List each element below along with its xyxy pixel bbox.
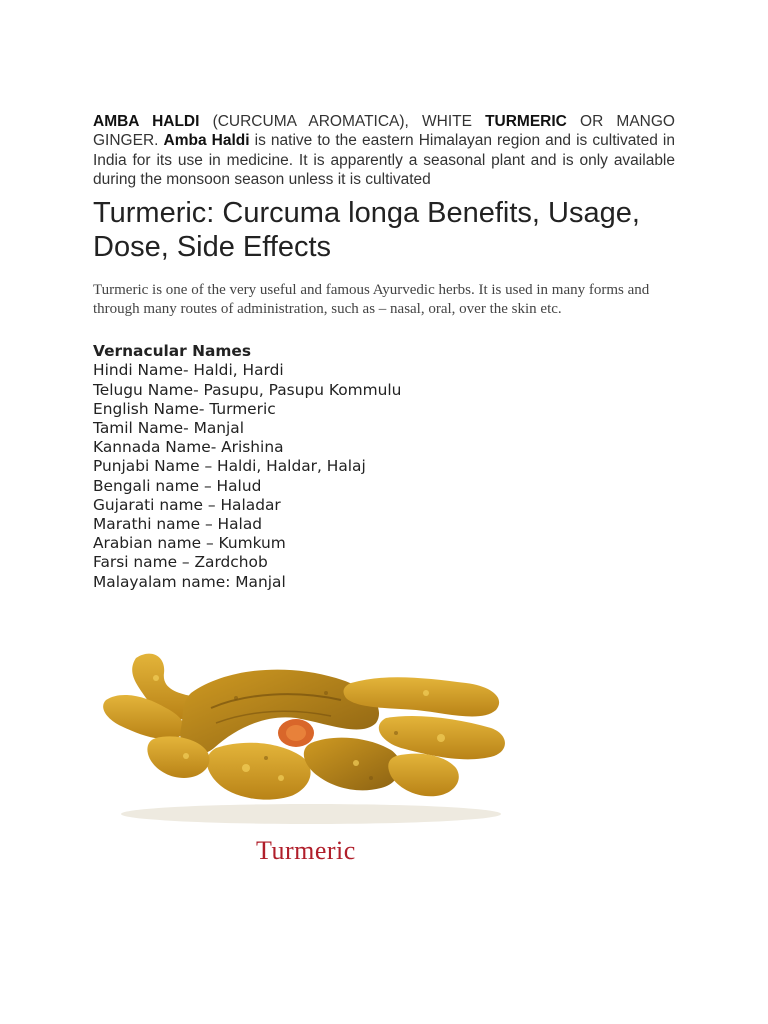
intro-turmeric-bold: TURMERIC [485, 113, 567, 130]
vernacular-names-list [93, 342, 675, 592]
intro-amba-haldi-bold: AMBA HALDI [93, 113, 200, 130]
list-item: Punjabi Name – Haldi, Haldar, Halaj [93, 457, 366, 476]
turmeric-roots-illustration [96, 638, 516, 828]
article-heading: Turmeric: Curcuma longa Benefits, Usage, Dose, Side Effects [93, 197, 640, 264]
intro-text-3: is native to the eastern Himalayan region and is cultivated in India for its use in medicine. It is apparently a seasonal plant and is only available during the monsoon season unless it is cultivated [93, 132, 675, 188]
turmeric-root-image [96, 638, 516, 828]
lead-paragraph: Turmeric is one of the very useful and famous Ayurvedic herbs. It is used in many forms and through many routes of administration, such as – nasal, oral, over the skin etc. [93, 282, 650, 318]
list-item: Telugu Name- Pasupu, Pasupu Kommulu [93, 380, 402, 399]
list-item: Gujarati name – Haladar [93, 495, 281, 514]
intro-text-2: OR MANGO GINGER. [93, 113, 675, 150]
list-item: Kannada Name- Arishina [93, 438, 284, 457]
list-item: Tamil Name- Manjal [93, 419, 245, 437]
image-caption: Turmeric [256, 836, 356, 865]
list-item: Bengali name – Halud [93, 476, 262, 495]
document-body [93, 112, 675, 592]
list-item: Malayalam name: Manjal [93, 572, 286, 591]
list-item: English Name- Turmeric [93, 399, 276, 418]
intro-text-1: (CURCUMA AROMATICA), WHITE [199, 113, 486, 130]
list-item: Arabian name – Kumkum [93, 534, 286, 553]
list-item: Farsi name – Zardchob [93, 553, 268, 572]
intro-paragraph [93, 112, 675, 189]
vernacular-names-title: Vernacular Names [93, 342, 252, 361]
intro-amba-haldi-bold-2: Amba Haldi [163, 132, 250, 150]
list-item: Hindi Name- Haldi, Hardi [93, 361, 284, 380]
list-item: Marathi name – Halad [93, 515, 263, 534]
